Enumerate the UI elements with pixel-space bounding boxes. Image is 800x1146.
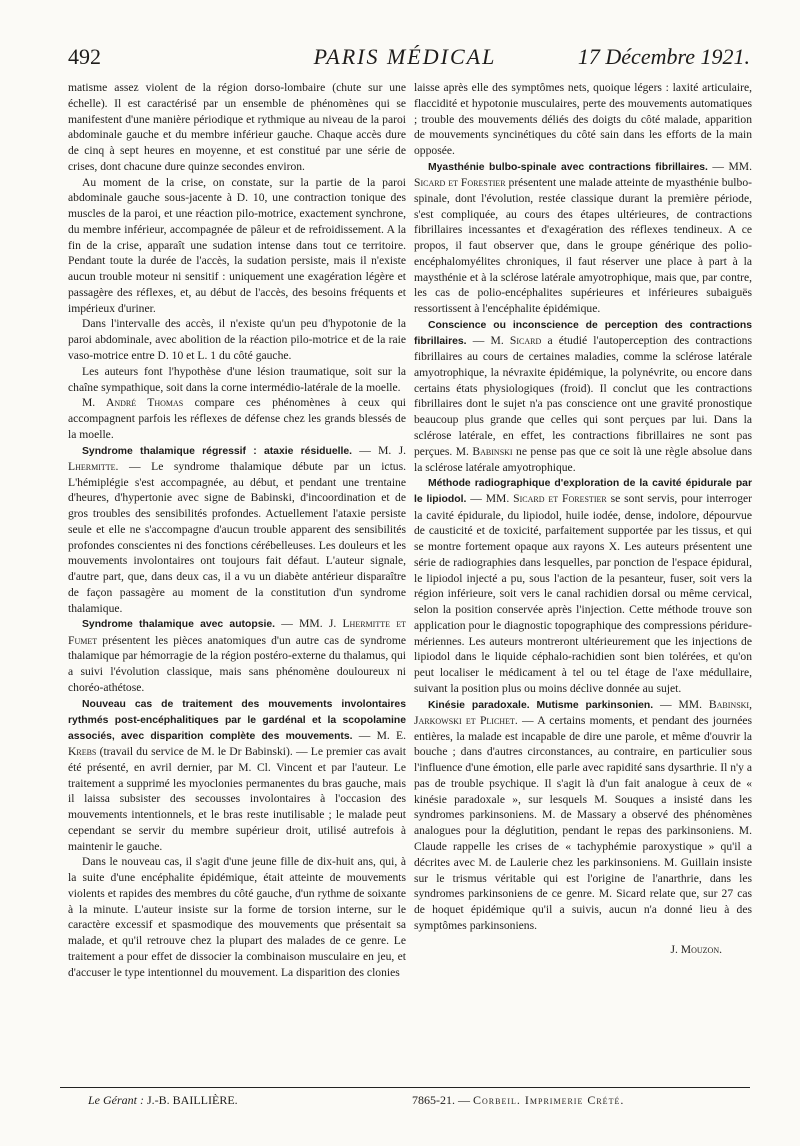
section-title: Myasthénie bulbo-spinale avec contractions fibrillaires. [428, 161, 708, 173]
author-name: M. André Thomas [82, 396, 184, 410]
paragraph: Dans le nouveau cas, il s'agit d'une jeune fille de dix-huit ans, qui, à la suite d'une encéphalite épidémique, était atteinte de mouvements violents et rapides des membres du côté gauche, d'un rythme de soixante à la minute. L'auteur insiste sur la forme de torsion interne, sur le caractère excessif et spasmodique des mouvements que présentait sa malade, et qu'il retrouve chez la plupart des malades de ce genre. Le traitement a pour effet de dissocier la combinaison musculaire en jeu, et d'accuser le type intentionnel du mouvement. La disparition des clonies [68, 855, 406, 979]
author-name: M. Sicard [490, 334, 542, 347]
section-text: se sont servis, pour interroger la cavité épidurale, du lipiodol, huile iodée, dense, indolore, dépourvue de causticité et de toxicité, parfaitement supportée par les tissus, et qui se montre fortement opaque aux rayons X. Les auteurs présentent une série de radiographies dans lesquelles, par ponction de l'espace épidural, le lipiodol injecté a pu, sous l'action de la pesanteur, fuser, soit vers la région inférieure, soit vers le canal rachidien dorsal ou même cervical, selon la position conservée après l'injection. Cette méthode trouve son application pour le diagnostic topographique des compressions péridure-mériennes. Les auteurs montreront ultérieurement que les injections de lipiodol dans le liquide céphalo-rachidien sont bien tolérées, et qu'on peut localiser le médicament à tel ou tel étage de l'axe médullaire, suivant la position plus ou moins déclive donnée au sujet. [414, 492, 752, 695]
page-number: 492 [68, 44, 101, 69]
paragraph [68, 395, 406, 442]
author-name: MM. Sicard et Forestier [414, 159, 752, 189]
print-number: 7865-21. — [412, 1093, 470, 1107]
section-title: Conscience ou inconscience de perception des contractions fibrillaires. [414, 319, 752, 347]
left-column [68, 80, 406, 1065]
section-text: présentent une malade atteinte de myasthénie bulbo-spinale, dont l'évolution, restée classique durant la première période, s'est compliquée, au cours des étapes ultérieures, de contractions fibrillaires incessantes et d'exagération des réflexes tendineux. A ce propos, il faut observer que, dans le groupe générique des polio-encéphalomyélites chroniques, il faut réserver une place à part à la maysthénie et à la sclérose latérale amyotrophique, mais que, par contre, les cas de polio-encéphalites supérieures et inférieures subaiguës ressortissent à l'encéphalite épidémique. [414, 175, 752, 316]
paragraph: Les auteurs font l'hypothèse d'une lésion traumatique, soit sur la chaîne sympathique, soit dans la corne intermédio-latérale de la moelle. [68, 364, 406, 394]
page-header [60, 40, 750, 72]
section-entry: Conscience ou inconscience de perception des contractions fibrillaires. — M. Sicard a étudié l'autoperception des contractions fibrillaires au cours de certaines maladies, comme la sclérose latérale amyotrophique, la névraxite épidémique, la polynévrite, ou encore dans certains états physiologiques (froid). Il conclut que les contractions fibrillaires dont le sujet n'a pas conscience ont une gravité pronostique beaucoup plus grande que celles qui sont perçues par lui. Dans la sclérose latérale, en effet, les contractions fibrillaires ne sont pas perçues. M. Babinski ne pense pas que ce soit là une règle absolue dans la sclérose latérale amyotrophique. [414, 319, 752, 474]
issue-date: 17 Décembre 1921. [577, 44, 750, 69]
section-entry: Myasthénie bulbo-spinale avec contractions fibrillaires. — MM. Sicard et Forestier présentent une malade atteinte de myasthénie bulbo-spinale, dont l'évolution, restée classique durant la première période, s'est compliquée, au cours des étapes ultérieures, de contractions fibrillaires incessantes et d'exagération des réflexes tendineux. A ce propos, il faut observer que, dans le groupe générique des polio-encéphalomyélites chroniques, il faut réserver une place à part à la maysthénie et à la sclérose latérale amyotrophique, mais que, par contre, les cas de polio-encéphalites supérieures et inférieures subaiguës ressortissent à l'encéphalite épidémique. [414, 159, 752, 316]
printer-line [412, 1093, 624, 1108]
author-signature: J. Mouzon. [670, 942, 722, 956]
paragraph: matisme assez violent de la région dorso-lombaire (chute sur une échelle). Il est caractérisé par un ensemble de phénomènes qui se manifestent d'une manière périodique et rythmique au niveau de la paroi abdominale gauche et du membre inférieur gauche. Chaque accès dure de cinq à sept heures en moyenne, et est constitué par une série de crises, dont chacune dure quinze secondes environ. [68, 81, 406, 173]
section-title: Méthode radiographique d'exploration de la cavité épidurale par le lipiodol. [414, 478, 752, 506]
section-text: — A certains moments, et pendant des journées entières, la malade est incapable de dire une parole, et même d'ouvrir la bouche ; dans d'autres circonstances, au contraire, en particulier sous l'influence d'une émotion, elle parle avec rapidité sans dysarthrie. Il n'y a pas de trouble psychique. Il s'agit là d'un fait analogue à ceux de « kinésie paradoxale », sur lesquels M. Souques a insisté dans les syndromes parkinsoniens. M. de Massary a observé des phénomènes analogues pour la déglutition, pendant le repas des parkinsoniens. M. Claude rappelle les crises de « tachyphémie paroxystique » qu'il a décrites avec M. de Laulerie chez les parkinsoniens. M. Guillain insiste sur le trismus véritable qui est l'origine de l'anarthrie, dans les syndromes parkinsoniens de ce genre. M. Sicard relate que, sur 27 cas de hoquet épidémique qu'il a suivis, aucun n'a donné lieu à des symptômes parkinsoniens. [414, 713, 752, 932]
section-text: (travail du service de M. le Dr Babinski). — Le premier cas avait été présenté, en avril dernier, par M. Cl. Vincent et par l'auteur. Le traitement a supprimé les myoclonies permanentes du bras gauche, mais il laissa subsister des secousses involontaires à l'occasion des mouvements intentionnels, et le bras reste inutilisable ; le malade peut cependant se servir du membre supérieur droit, utilisé autrefois à maintenir le gauche. [68, 745, 406, 853]
gerant-name: J.-B. BAILLIÈRE. [147, 1093, 238, 1107]
section-entry: Syndrome thalamique régressif : ataxie résiduelle. — M. J. Lhermitte. — Le syndrome thalamique débute par un ictus. L'hémiplégie s'est accompagnée, au début, et pendant une trentaine d'heures, d'hypertonie avec signe de Babinski, d'incoordination et de gros troubles des sensibilités profondes. Actuellement l'ataxie persiste seule et elle ne s'accompagne d'aucun trouble apparent des sensibilités profondes conscientes ni des fonctions cérébelleuses. Les douleurs et les mouvements involontaires ont toujours fait défaut. L'auteur signale, d'autre part, que, dans deux cas, il a vu un diabète antérieur disparaître de façon passagère au moment de la constitution d'un syndrome thalamique. [68, 443, 406, 615]
author-name: M. E. Krebs [68, 728, 406, 759]
paragraph: Au moment de la crise, on constate, sur la partie de la paroi abdominale gauche sous-jacente à D. 10, une contraction tonique des muscles de la paroi, et une réaction pilo-motrice, exactement synchrone, du membre inférieur, accompagnée de pâleur et de refroidissement. A la fin de la crise, apparaît une sudation intense dans tout ce territoire. Pendant toute la durée de l'accès, la sudation persiste, mais il n'existe aucun trouble moteur ni sensitif : uniquement une exagération légère et passagère des réflexes, et, au début de l'accès, des besoins fréquents et impérieux d'uriner. [68, 175, 406, 315]
paragraph: laisse après elle des symptômes nets, quoique légers : laxité articulaire, flaccidité et hypotonie musculaires, perte des mouvements automatiques ; trouble des mouvements déliés des doigts du côté malade, apparition de mouvements syncinétiques du côté sain dans les efforts de la main opposée. [414, 81, 752, 158]
paragraph: Dans l'intervalle des accès, il n'existe qu'un peu d'hypotonie de la paroi abdominale, avec abolition de la réaction pilo-motrice et de la raie vaso-motrice entre D. 10 et L. 1 du côté gauche. [68, 317, 406, 363]
section-text: — Le syndrome thalamique débute par un ictus. L'hémiplégie s'est accompagnée, au début, et pendant une trentaine d'heures, d'hypertonie avec signe de Babinski, d'incoordination et de gros troubles des sensibilités profondes. Actuellement l'ataxie persiste seule et elle ne s'accompagne d'aucun trouble apparent des sensibilités profondes conscientes ni des fonctions cérébelleuses. Les douleurs et les mouvements involontaires ont toujours fait défaut. L'auteur signale, d'autre part, que, dans deux cas, il a vu un diabète antérieur disparaître de façon passagère au moment de la constitution d'un syndrome thalamique. [68, 459, 406, 615]
section-entry: Méthode radiographique d'exploration de la cavité épidurale par le lipiodol. — MM. Sicard et Forestier se sont servis, pour interroger la cavité épidurale, du lipiodol, huile iodée, dense, indolore, dépourvue de causticité et de toxicité, parfaitement supportée par les tissus, et qui se montre fortement opaque aux rayons X. Les auteurs présentent une série de radiographies dans lesquelles, par ponction de l'espace épidural, le lipiodol injecté a pu, sous l'action de la pesanteur, fuser, soit vers la région inférieure, soit vers le canal rachidien dorsal ou même cervical, selon la position conservée après l'injection. Cette méthode trouve son application pour le diagnostic topographique des compressions péridure-mériennes. Les auteurs montreront ultérieurement que les injections de lipiodol dans le liquide céphalo-rachidien sont bien tolérées, et qu'on peut localiser le médicament à tel ou tel étage de l'axe médullaire, suivant la position plus ou moins déclive donnée au sujet. [414, 478, 752, 695]
section-title: Syndrome thalamique régressif : ataxie résiduelle. [82, 445, 353, 457]
gerant-line [88, 1093, 238, 1108]
page-footer [60, 1093, 750, 1115]
author-name: Babinski [472, 444, 513, 458]
footer-rule [60, 1087, 750, 1088]
author-name: MM. Sicard et Forestier [485, 492, 607, 506]
author-name: MM. J. Lhermitte et Fumet [68, 617, 406, 647]
journal-title: PARIS MÉDICAL [313, 44, 497, 69]
section-text: a étudié l'autoperception des contractions fibrillaires au cours de certaines maladies, comme la sclérose latérale amyotrophique, la névraxite épidémique, la polynévrite, ou encore dans certains états physiologiques (froid). Il conclut que les contractions fibrillaires dont le sujet n'a pas conscience ont une gravité pronostique beaucoup plus grande que celles qui sont perçues par lui. Dans la sclérose latérale, en effet, les contractions fibrillaires ne sont pas perçues. M. [414, 334, 752, 458]
author-name: MM. Babinski, Jarkowski et Plichet. [414, 697, 752, 727]
section-text: présentent les pièces anatomiques d'un autre cas de syndrome thalamique par hémorragie de la région postéro-externe du thalamus, qui a suivi l'évolution classique, mais sans phénomène douloureux ni choréo-athétose. [68, 633, 406, 694]
section-entry: Syndrome thalamique avec autopsie. — MM. J. Lhermitte et Fumet présentent les pièces anatomiques d'un autre cas de syndrome thalamique par hémorragie de la région postéro-externe du thalamus, qui a suivi l'évolution classique, mais sans phénomène douloureux ni choréo-athétose. [68, 617, 406, 694]
printer-name: Corbeil. Imprimerie Crété. [473, 1093, 625, 1107]
section-text: ne pense pas que ce soit là une règle absolue dans la sclérose latérale amyotrophique. [414, 444, 752, 474]
section-entry: Kinésie paradoxale. Mutisme parkinsonien. — MM. Babinski, Jarkowski et Plichet. — A certains moments, et pendant des journées entières, la malade est incapable de dire une parole, et même d'ouvrir la bouche ; dans d'autres circonstances, au contraire, en particulier sous l'influence d'une émotion, elle parle avec rapidité sans dysarthrie. Il n'y a pas de trouble psychique. Il s'agit là d'un fait analogue à ceux de « kinésie paradoxale », sur lesquels M. Souques a insisté dans les syndromes parkinsoniens. M. de Massary a observé des phénomènes analogues pour la déglutition, pendant le repas des parkinsoniens. M. Claude rappelle les crises de « tachyphémie paroxystique » qu'il a décrites avec M. de Laulerie chez les parkinsoniens. M. Guillain insiste sur le trismus véritable qui est l'origine de l'anarthrie, dans les syndromes parkinsoniens de ce genre. M. Sicard relate que, sur 27 cas de hoquet épidémique qu'il a suivis, aucun n'a donné lieu à des symptômes parkinsoniens. [414, 697, 752, 932]
section-title: Syndrome thalamique avec autopsie. [82, 619, 276, 631]
gerant-label: Le Gérant : [88, 1093, 144, 1107]
section-title: Kinésie paradoxale. Mutisme parkinsonien. [428, 699, 654, 711]
paragraph-text: compare ces phénomènes à ceux qui accompagnent parfois les réflexes de défense chez les grands blessés de la moelle. [68, 396, 406, 441]
section-title: Nouveau cas de traitement des mouvements involontaires rythmés post-encéphalitiques par le gardénal et la scopolamine associés, avec disparition complète des mouvements. [68, 698, 406, 742]
section-entry: Nouveau cas de traitement des mouvements involontaires rythmés post-encéphalitiques par le gardénal et la scopolamine associés, avec disparition complète des mouvements. — M. E. Krebs (travail du service de M. le Dr Babinski). — Le premier cas avait été présenté, en avril dernier, par M. Cl. Vincent et par l'auteur. Le traitement a supprimé les myoclonies permanentes du bras gauche, mais il laissa subsister des secousses involontaires à l'occasion des mouvements intentionnels, et le bras reste inutilisable ; le malade peut cependant se servir du membre supérieur droit, utilisé autrefois à maintenir le gauche. [68, 698, 406, 853]
right-column [414, 80, 752, 1065]
author-name: M. J. Lhermitte. [68, 443, 406, 473]
